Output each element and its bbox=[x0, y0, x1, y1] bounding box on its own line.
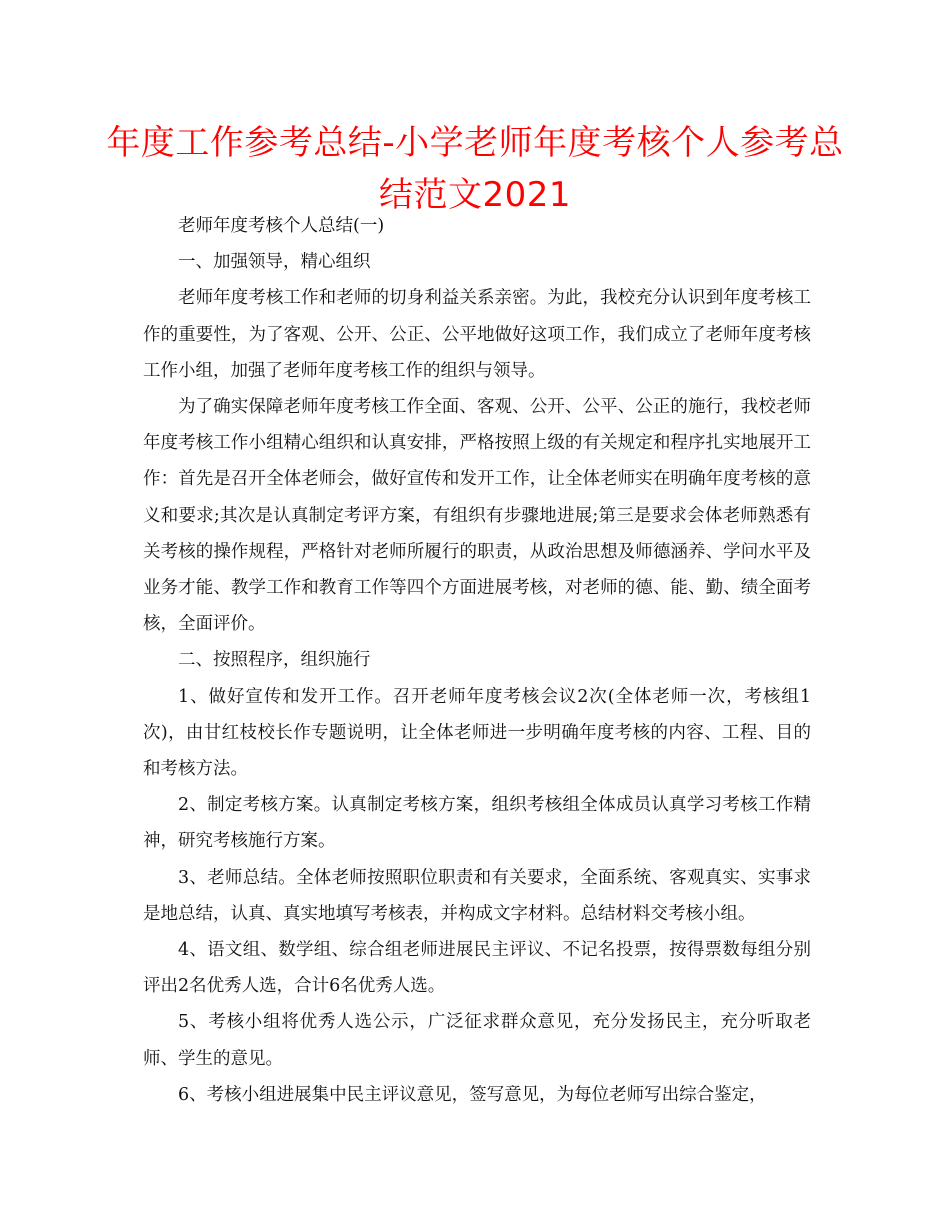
body-paragraph: 老师年度考核工作和老师的切身利益关系亲密。为此，我校充分认识到年度考核工作的重要性，为了客观、公开、公正、公平地做好这项工作，我们成立了老师年度考核工作小组，加强了老师年度考核工作的组织与领导。 bbox=[143, 288, 811, 381]
document-title: 年度工作参考总结-小学老师年度考核个人参考总结范文2021 bbox=[106, 123, 844, 215]
document-body bbox=[143, 208, 811, 1113]
list-item: 4、语文组、数学组、综合组老师进展民主评议、不记名投票，按得票数每组分别评出2名优秀人选，合计6名优秀人选。 bbox=[143, 940, 811, 997]
list-item: 6、考核小组进展集中民主评议意见，签写意见，为每位老师写出综合鉴定， bbox=[178, 1084, 767, 1105]
subsection-heading: 一、加强领导，精心组织 bbox=[178, 252, 371, 273]
list-item: 3、老师总结。全体老师按照职位职责和有关要求，全面系统、客观真实、实事求是地总结，认真、真实地填写考核表，并构成文字材料。总结材料交考核小组。 bbox=[143, 867, 811, 924]
body-paragraph: 为了确实保障老师年度考核工作全面、客观、公开、公平、公正的施行，我校老师年度考核工作小组精心组织和认真安排，严格按照上级的有关规定和程序扎实地展开工作：首先是召开全体老师会，做好宣传和发开工作，让全体老师实在明确年度考核的意义和要求;其次是认真制定考评方案，有组织有步骤地进展;第三是要求会体老师熟悉有关考核的操作规程，严格针对老师所履行的职责，从政治思想及师德涵养、学问水平及业务才能、教学工作和教育工作等四个方面进展考核，对老师的德、能、勤、绩全面考核，全面评价。 bbox=[143, 397, 811, 635]
subsection-heading: 二、按照程序，组织施行 bbox=[178, 650, 371, 671]
list-item: 1、做好宣传和发开工作。召开老师年度考核会议2次(全体老师一次，考核组1次)，由甘红枝校长作专题说明，让全体老师进一步明确年度考核的内容、工程、目的和考核方法。 bbox=[143, 686, 811, 780]
section-heading: 老师年度考核个人总结(一) bbox=[178, 216, 385, 236]
list-item: 5、考核小组将优秀人选公示，广泛征求群众意见，充分发扬民主，充分听取老师、学生的意见。 bbox=[143, 1012, 811, 1069]
list-item: 2、制定考核方案。认真制定考核方案，组织考核组全体成员认真学习考核工作精神，研究考核施行方案。 bbox=[143, 795, 811, 852]
